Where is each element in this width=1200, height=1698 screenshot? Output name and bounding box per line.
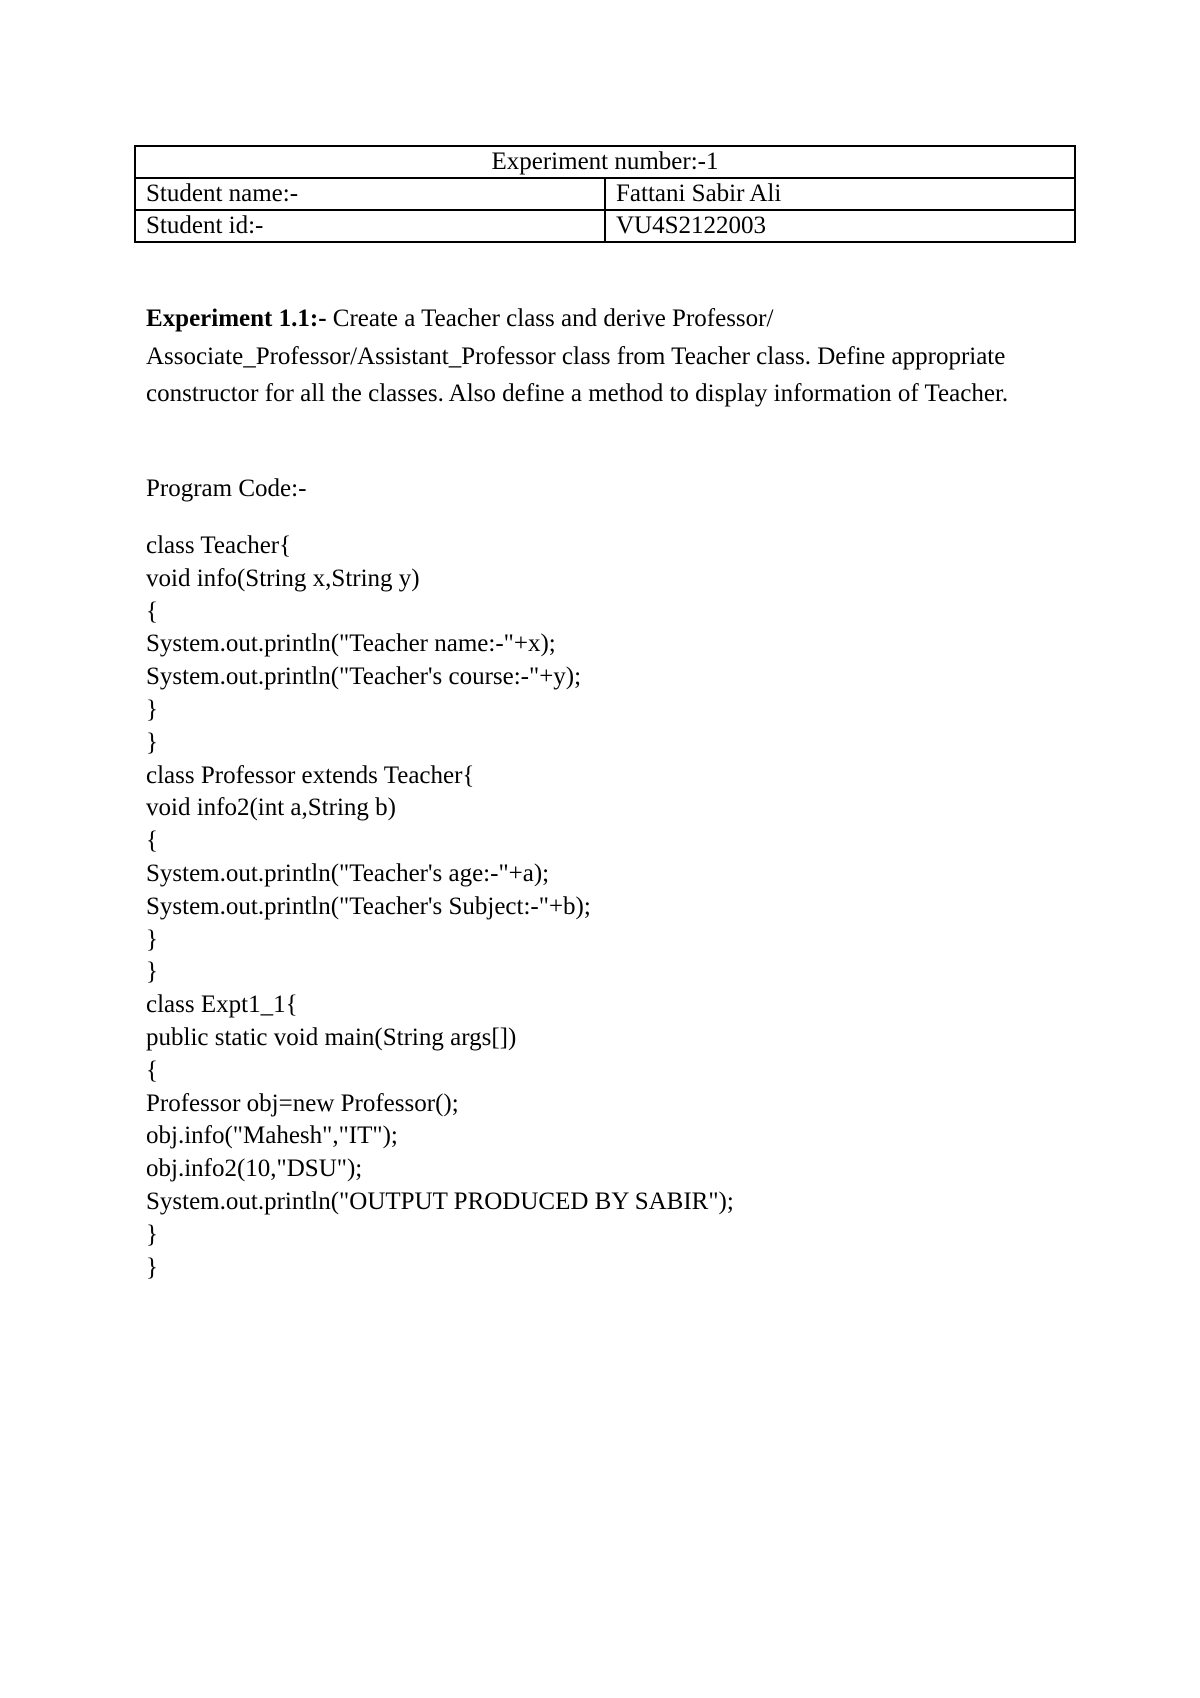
student-id-value: VU4S2122003	[605, 210, 1075, 242]
code-line: class Expt1_1{	[146, 991, 298, 1019]
student-name-label: Student name:-	[135, 178, 605, 210]
code-line: }	[146, 695, 158, 723]
table-row	[135, 210, 1075, 242]
student-id-label: Student id:-	[135, 210, 605, 242]
code-line: obj.info2(10,"DSU");	[146, 1155, 363, 1183]
code-line: System.out.println("Teacher's age:-"+a);	[146, 859, 550, 887]
code-line: System.out.println("Teacher's course:-"+y);	[146, 663, 582, 691]
code-line: void info2(int a,String b)	[146, 794, 396, 822]
code-line: void info(String x,String y)	[146, 564, 420, 592]
code-line: class Teacher{	[146, 532, 292, 559]
code-line: }	[146, 925, 158, 953]
code-line: System.out.println("Teacher name:-"+x);	[146, 630, 556, 658]
code-line: {	[146, 597, 158, 625]
experiment-heading: Experiment 1.1:-	[146, 305, 327, 332]
code-line: public static void main(String args[])	[146, 1023, 517, 1051]
experiment-description	[146, 300, 1046, 413]
code-line: }	[146, 1220, 158, 1248]
code-line: obj.info("Mahesh","IT");	[146, 1122, 398, 1150]
code-line: {	[146, 827, 158, 855]
experiment-header-table	[134, 145, 1076, 243]
code-line: }	[146, 1253, 158, 1281]
code-line: }	[146, 728, 158, 756]
code-line: }	[146, 958, 158, 986]
code-line: {	[146, 1056, 158, 1084]
table-row	[135, 146, 1075, 178]
program-code-block	[146, 530, 734, 1284]
code-line: System.out.println("Teacher's Subject:-"+b);	[146, 892, 591, 920]
program-code-label: Program Code:-	[146, 475, 307, 502]
code-line: System.out.println("OUTPUT PRODUCED BY SABIR");	[146, 1187, 734, 1215]
experiment-task-text: Create a Teacher class and derive Professor/ Associate_Professor/Assistant_Professor class from Teacher class. Define appropriate constructor for all the classes. Also define a method to display information of Teacher.	[146, 305, 1009, 407]
code-line: class Professor extends Teacher{	[146, 761, 475, 789]
code-line: Professor obj=new Professor();	[146, 1089, 459, 1117]
experiment-number: Experiment number:-1	[135, 146, 1075, 178]
table-row	[135, 178, 1075, 210]
student-name-value: Fattani Sabir Ali	[605, 178, 1075, 210]
